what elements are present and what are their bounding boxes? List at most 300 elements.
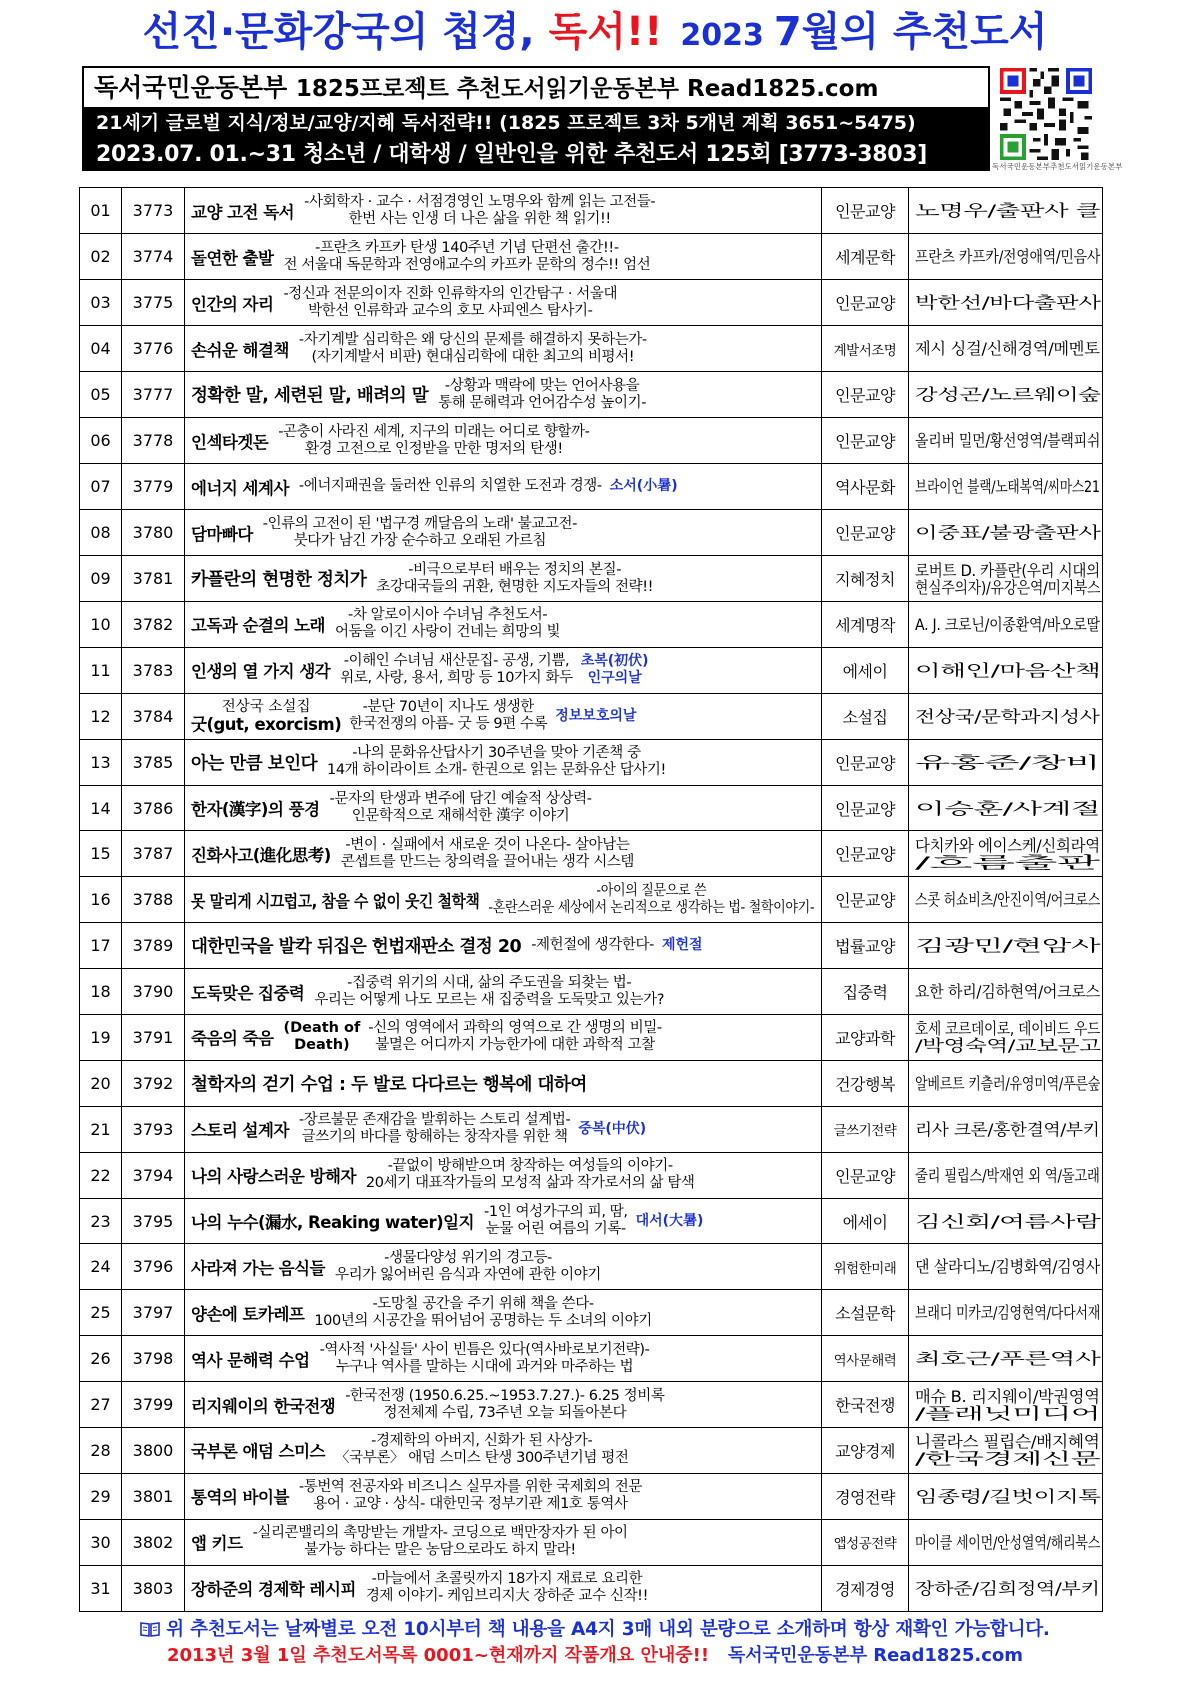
- book-number: 18: [80, 969, 122, 1015]
- book-category: 인문교양: [822, 785, 909, 831]
- book-number: 20: [80, 1060, 122, 1106]
- book-code: 3785: [122, 739, 185, 785]
- book-description-line: -사회학자 · 교수 · 서점경영인 노명우와 함께 읽는 고전들-: [304, 193, 656, 210]
- book-description-line: -장르불문 존재감을 발휘하는 스토리 설계법-: [298, 1112, 571, 1129]
- book-title: 고독과 순결의 노래: [191, 616, 326, 636]
- book-title: 역사 문해력 수업: [191, 1350, 310, 1370]
- book-description-line: 경제 이야기- 케임브리지大 장하준 교수 신작!!: [365, 1588, 649, 1605]
- book-title: 앱 키드: [191, 1534, 243, 1554]
- book-title: 통역의 바이블: [191, 1488, 289, 1508]
- book-info: [191, 424, 815, 458]
- book-title: 인간의 자리: [191, 294, 274, 314]
- book-info-cell: [185, 602, 822, 648]
- book-info: [191, 653, 815, 687]
- footer-notice: 위 추천도서는 날짜별로 오전 10시부터 책 내용을 A4지 3매 내외 분량으로 소개하며 항상 재확인 가능합니다.: [0, 1615, 1190, 1641]
- book-author-line: 이승훈/사계절: [915, 798, 1101, 818]
- book-description-line: 초강대국들의 귀환, 현명한 지도자들의 전략!!: [376, 578, 654, 595]
- book-row: [80, 1519, 1103, 1565]
- book-description: [283, 286, 617, 320]
- book-info-cell: [185, 234, 822, 280]
- book-info: [191, 837, 815, 871]
- book-title: 인섹타겟돈: [191, 432, 269, 452]
- book-description: [299, 478, 602, 495]
- book-row: [80, 739, 1103, 785]
- book-code: 3800: [122, 1428, 185, 1474]
- book-category: 에세이: [822, 647, 909, 693]
- book-author-cell: [909, 877, 1103, 923]
- book-author-cell: [909, 418, 1103, 464]
- book-info-cell: [185, 1015, 822, 1061]
- book-info: [191, 562, 815, 596]
- book-info-cell: [185, 969, 822, 1015]
- book-number: 31: [80, 1565, 122, 1611]
- book-description-line: -정신과 전문의이자 진화 인류학자의 인간탐구 · 서울대: [283, 285, 618, 302]
- qr-caption: 독서국민운동본부추천도서읽기운동본부: [992, 162, 1123, 171]
- org-name: 독서국민운동본부: [94, 73, 288, 102]
- book-info-cell: [185, 188, 822, 234]
- book-row: [80, 372, 1103, 418]
- book-description-line: -차 알로이시아 수녀님 추천도서-: [348, 607, 548, 624]
- book-row: [80, 1198, 1103, 1244]
- book-description-line: -나의 문화유산답사기 30주년을 맞아 기존책 중: [352, 745, 641, 762]
- book-description-line: -에너지패권을 둘러싼 인류의 치열한 도전과 경쟁-: [298, 478, 602, 494]
- book-description: [263, 516, 577, 550]
- book-author-line: 올리버 밀먼/황선영역/블랙피쉬: [915, 431, 1101, 450]
- book-description-line: -자기계발 심리학은 왜 당신의 문제를 해결하지 못하는가-: [298, 331, 647, 348]
- book-description: [299, 1112, 570, 1146]
- book-title: 철학자의 걷기 수업 : 두 발로 다다르는 행복에 대하여: [191, 1074, 587, 1095]
- book-category: 인문교양: [822, 510, 909, 556]
- page-title: 선진·문화강국의 첩경, 독서!! 2023 7월의 추천도서: [142, 9, 1048, 55]
- book-code: 3797: [122, 1290, 185, 1336]
- book-code: 3789: [122, 923, 185, 969]
- book-number: 28: [80, 1428, 122, 1474]
- book-title: 한자(漢字)의 풍경: [191, 800, 320, 819]
- book-description: [314, 975, 664, 1009]
- book-number: 05: [80, 372, 122, 418]
- season-tag-line: 중복(中伏): [578, 1120, 647, 1137]
- book-row: [80, 1106, 1103, 1152]
- book-author-cell: [909, 1060, 1103, 1106]
- book-author-cell: [909, 923, 1103, 969]
- book-code: 3794: [122, 1152, 185, 1198]
- book-info: [191, 1342, 815, 1376]
- season-tag: [636, 1213, 704, 1230]
- book-category: 역사문화: [822, 464, 909, 510]
- qr-code-icon[interactable]: [1000, 68, 1092, 160]
- book-description-line: -인류의 고전이 된 '법구경 깨달음의 노래' 불교고전-: [262, 515, 577, 532]
- book-number: 06: [80, 418, 122, 464]
- book-description: [488, 883, 814, 917]
- book-category: 한국전쟁: [822, 1382, 909, 1428]
- book-author-line: 줄리 필립스/박재연 외 역/돌고래: [915, 1165, 1100, 1185]
- book-title: 스토리 설계자: [191, 1121, 289, 1141]
- book-title: 대한민국을 발칵 뒤집은 헌법재판소 결정 20: [191, 937, 522, 958]
- book-author-cell: [909, 1473, 1103, 1519]
- book-code: 3776: [122, 326, 185, 372]
- book-author-line: 이해인/마음산책: [915, 660, 1101, 680]
- book-description-line: 인문학적으로 재해석한 漢字 이야기: [351, 808, 570, 824]
- book-info: [191, 975, 815, 1009]
- book-code: 3773: [122, 188, 185, 234]
- book-code: 3799: [122, 1382, 185, 1428]
- book-info-cell: [185, 418, 822, 464]
- book-description-line: -1인 여성가구의 피, 땀,: [484, 1204, 628, 1221]
- book-info: [191, 1433, 815, 1467]
- book-title: 나의 사랑스러운 방해자: [191, 1167, 356, 1187]
- book-number: 09: [80, 556, 122, 602]
- book-info-cell: [185, 647, 822, 693]
- book-author-cell: [909, 1428, 1103, 1474]
- book-description: [341, 837, 634, 871]
- book-number: 26: [80, 1336, 122, 1382]
- book-author-line: 마이클 세이먼/안성열역/해리북스: [915, 1532, 1101, 1552]
- book-info-cell: [185, 739, 822, 785]
- season-tag-line: 제헌절: [661, 937, 703, 954]
- book-number: 25: [80, 1290, 122, 1336]
- book-author-cell: [909, 372, 1103, 418]
- book-title: 도둑맞은 집중력: [191, 983, 305, 1003]
- book-description-line: 〈국부론〉 애덤 스미스 탄생 300주년기념 평전: [335, 1450, 629, 1467]
- book-title: 진화사고(進化思考): [191, 845, 331, 865]
- book-author-cell: [909, 1519, 1103, 1565]
- book-category: 경제경영: [822, 1565, 909, 1611]
- book-description-line: -이해인 수녀님 새산문집- 공생, 기쁨,: [343, 653, 570, 670]
- book-author-cell: [909, 234, 1103, 280]
- book-description-line: -문자의 탄생과 변주에 담긴 예술적 상상력-: [329, 791, 592, 807]
- book-description-line: 한번 사는 인생 더 나은 삶을 위한 책 읽기!!: [348, 210, 611, 227]
- book-description-line: -혼란스러운 세상에서 논리적으로 생각하는 법- 철학이야기-: [488, 899, 815, 916]
- book-info: [191, 1296, 815, 1330]
- book-row: [80, 647, 1103, 693]
- book-info: [191, 516, 815, 550]
- book-author-cell: [909, 1290, 1103, 1336]
- book-number: 03: [80, 280, 122, 326]
- book-description-line: 눈물 어린 여름의 기록-: [485, 1221, 626, 1238]
- book-description: [349, 699, 547, 733]
- book-description: [484, 1204, 628, 1238]
- book-number: 29: [80, 1473, 122, 1519]
- book-author-cell: [909, 602, 1103, 648]
- book-info: [191, 378, 815, 412]
- season-tag-line: 대서(大暑): [635, 1212, 704, 1229]
- book-description: [283, 240, 650, 274]
- book-info-cell: [185, 693, 822, 739]
- book-title: 담마빠다: [191, 524, 253, 544]
- book-info-cell: [185, 1382, 822, 1428]
- book-description-line: 붓다가 남긴 가장 순수하고 오래된 가르침: [293, 532, 547, 549]
- book-category: 계발서조명: [822, 326, 909, 372]
- book-title: 사라져 가는 음식들: [191, 1258, 326, 1278]
- book-title: 나의 누수(漏水, Reaking water)일지: [191, 1213, 475, 1233]
- project-name: 1825프로젝트 추천도서읽기운동본부 Read1825.com: [295, 76, 879, 102]
- book-category: 앱성공전략: [822, 1519, 909, 1565]
- book-description-line: 우리는 어떻게 나도 모르는 새 집중력을 도둑맞고 있는가?: [314, 991, 665, 1008]
- book-description-line: -신의 영역에서 과학의 영역으로 간 생명의 비밀-: [368, 1020, 662, 1037]
- book-title-stack: [191, 699, 341, 733]
- book-description: [345, 1388, 664, 1422]
- book-description: [278, 424, 589, 458]
- book-info: [191, 194, 815, 228]
- book-info-cell: [185, 831, 822, 877]
- book-category: 인문교양: [822, 418, 909, 464]
- book-number: 21: [80, 1106, 122, 1152]
- book-description-line: 한국전쟁의 아픔- 굿 등 9편 수록: [349, 716, 548, 733]
- book-author-line: 현실주의자)/유강은역/미지북스: [915, 577, 1101, 597]
- book-description-line: -통번역 전공자와 비즈니스 실무자를 위한 국제회의 전문: [298, 1479, 642, 1496]
- book-info: [191, 1479, 815, 1513]
- book-info-cell: [185, 1106, 822, 1152]
- book-description-line: 콘셉트를 만드는 창의력을 끌어내는 생각 시스템: [340, 853, 635, 870]
- book-description-line: 글쓰기의 바다를 항해하는 창작자를 위한 책: [301, 1129, 568, 1146]
- book-info: [191, 791, 815, 825]
- book-author-cell: [909, 739, 1103, 785]
- book-category: 교양과학: [822, 1015, 909, 1061]
- book-description-line: -마늘에서 초콜릿까지 18가지 재료로 요리한: [371, 1571, 643, 1588]
- book-author-line: A. J. 크로닌/이종환역/바오로딸: [915, 614, 1100, 634]
- book-description-line: -변이 · 실패에서 새로운 것이 나온다- 살아남는: [345, 836, 630, 853]
- book-code: 3784: [122, 693, 185, 739]
- book-description-line: -상황과 맥락에 맞는 언어사용을: [444, 377, 640, 394]
- book-author-line: 강성곤/노르웨이숲: [915, 385, 1101, 404]
- book-category: 세계문학: [822, 234, 909, 280]
- book-author-line: 최호근/푸른역사: [915, 1349, 1101, 1369]
- book-title: 교양 고전 독서: [191, 202, 295, 222]
- footer-archive: 2013년 3월 1일 추천도서목록 0001~현재까지 작품개요 안내중!! 독서국민운동본부 Read1825.com: [166, 1645, 1024, 1666]
- book-description-line: -프란츠 카프카 탄생 140주년 기념 단편선 출간!!-: [315, 239, 619, 256]
- book-info: [191, 1388, 815, 1422]
- book-author-line: 프란츠 카프카/전영애역/민음사: [915, 247, 1101, 266]
- book-description: [531, 937, 654, 954]
- book-row: [80, 1060, 1103, 1106]
- book-description-line: 환경 고전으로 인정받을 만한 명저의 탄생!: [304, 440, 563, 457]
- book-category: 인문교양: [822, 188, 909, 234]
- book-author-cell: [909, 647, 1103, 693]
- book-row: [80, 188, 1103, 234]
- book-title: 인생의 열 가지 생각: [191, 662, 331, 682]
- footer-site-link[interactable]: 독서국민운동본부 Read1825.com: [727, 1645, 1024, 1666]
- book-collection-label: 전상국 소설집: [221, 699, 311, 716]
- book-category: 세계명작: [822, 602, 909, 648]
- book-category: 법률교양: [822, 923, 909, 969]
- book-row: [80, 693, 1103, 739]
- book-row: [80, 1244, 1103, 1290]
- book-description: [330, 791, 592, 825]
- book-category: 에세이: [822, 1198, 909, 1244]
- book-description-line: 정전체제 수립, 73주년 오늘 되돌아본다: [383, 1404, 627, 1421]
- book-description-line: 불가능 하다는 말은 농담으로라도 하지 말라!: [304, 1542, 576, 1559]
- book-info-cell: [185, 923, 822, 969]
- book-author-line: 요한 하리/김하현역/어크로스: [915, 982, 1100, 1002]
- header-org-line: [82, 66, 990, 108]
- book-author-cell: [909, 1198, 1103, 1244]
- book-category: 집중력: [822, 969, 909, 1015]
- book-number: 23: [80, 1198, 122, 1244]
- header-period-line: 2023.07. 01.~31 청소년 / 대학생 / 일반인을 위한 추천도서 125회 [3773-3803]: [82, 139, 990, 171]
- season-tag: [581, 653, 649, 687]
- book-info: [191, 332, 815, 366]
- book-info: [191, 1071, 815, 1096]
- book-title: 국부론 애덤 스미스: [191, 1442, 326, 1462]
- book-info: [191, 933, 815, 958]
- book-author-line: 유홍준/창비: [915, 752, 1100, 772]
- book-number: 24: [80, 1244, 122, 1290]
- book-number: 04: [80, 326, 122, 372]
- book-description-line: 불멸은 어디까지 가능한가에 대한 과학적 고찰: [375, 1037, 655, 1054]
- book-info-cell: [185, 464, 822, 510]
- book-title: 손쉬운 해결책: [191, 340, 289, 360]
- book-title: 정확한 말, 세련된 말, 배려의 말: [191, 386, 429, 406]
- book-author-line: 다치카와 에이스케/신희라역: [915, 835, 1100, 855]
- book-code: 3781: [122, 556, 185, 602]
- season-tag: [578, 1121, 646, 1138]
- book-code: 3803: [122, 1565, 185, 1611]
- book-author-cell: [909, 969, 1103, 1015]
- book-description-line: -도망칠 공간을 주기 위해 책을 쓴다-: [372, 1295, 594, 1312]
- book-title: 굿(gut, exorcism): [191, 715, 342, 735]
- book-description: [366, 1571, 648, 1605]
- book-description-line: 박한선 인류학과 교수의 호모 사피엔스 탐사기-: [308, 302, 593, 319]
- book-description-line: 20세기 대표작가들의 모성적 삶과 작가로서의 삶 탐색: [365, 1175, 695, 1192]
- season-tag-line: 소서(小暑): [609, 478, 678, 494]
- book-number: 12: [80, 693, 122, 739]
- book-author-line: 장하준/김희정역/부키: [915, 1578, 1100, 1598]
- book-row: [80, 280, 1103, 326]
- book-description-line: -한국전쟁 (1950.6.25.~1953.7.27.)- 6.25 정비록: [345, 1387, 665, 1404]
- book-code: 3798: [122, 1336, 185, 1382]
- book-author-cell: [909, 280, 1103, 326]
- book-info: [191, 1250, 815, 1284]
- season-tag: [610, 478, 678, 495]
- book-number: 01: [80, 188, 122, 234]
- book-subtitle-line: (Death of: [283, 1020, 361, 1037]
- book-author-line: /한국경제신문: [915, 1449, 1101, 1469]
- book-category: 소설문학: [822, 1290, 909, 1336]
- book-code: 3802: [122, 1519, 185, 1565]
- book-title: 에너지 세계사: [191, 478, 289, 498]
- book-category: 경영전략: [822, 1473, 909, 1519]
- book-code: 3779: [122, 464, 185, 510]
- book-info-cell: [185, 372, 822, 418]
- book-author-cell: [909, 1152, 1103, 1198]
- book-description: [314, 1296, 651, 1330]
- book-row: [80, 418, 1103, 464]
- book-description: [304, 194, 655, 228]
- book-code: 3778: [122, 418, 185, 464]
- book-info-cell: [185, 1152, 822, 1198]
- book-description: [368, 1020, 661, 1054]
- book-info-cell: [185, 280, 822, 326]
- book-category: 지혜정치: [822, 556, 909, 602]
- book-row: [80, 234, 1103, 280]
- book-number: 11: [80, 647, 122, 693]
- book-row: [80, 831, 1103, 877]
- book-title: 장하준의 경제학 레시피: [191, 1580, 356, 1600]
- book-info-cell: [185, 1060, 822, 1106]
- book-number: 08: [80, 510, 122, 556]
- book-author-line: 제시 싱걸/신해경역/메멘토: [915, 339, 1100, 358]
- book-number: 17: [80, 923, 122, 969]
- book-author-line: 로버트 D. 카플란(우리 시대의: [915, 560, 1100, 580]
- book-description-line: -곤충이 사라진 세계, 지구의 미래는 어디로 향할까-: [278, 423, 590, 440]
- book-author-cell: [909, 510, 1103, 556]
- book-author-line: 브라이언 블랙/노태복역/씨마스21: [915, 477, 1100, 496]
- book-author-line: 임종령/길벗이지톡: [915, 1486, 1101, 1506]
- season-tag: [662, 937, 703, 954]
- book-title: 리지웨이의 한국전쟁: [191, 1396, 336, 1416]
- book-category: 소설집: [822, 693, 909, 739]
- book-code: 3793: [122, 1106, 185, 1152]
- book-info-cell: [185, 1519, 822, 1565]
- book-description-line: -아이의 질문으로 쓴: [596, 882, 707, 899]
- book-author-line: 브래디 미카코/김영현역/다다서재: [915, 1303, 1101, 1323]
- book-description: [299, 332, 647, 366]
- book-description-line: -비극으로부터 배우는 정치의 본질-: [408, 561, 622, 578]
- book-author-line: /플래닛미디어: [915, 1403, 1101, 1423]
- book-row: [80, 1015, 1103, 1061]
- book-author-line: 노명우/출판사 클: [915, 201, 1100, 220]
- book-description: [320, 1342, 650, 1376]
- book-number: 10: [80, 602, 122, 648]
- book-row: [80, 326, 1103, 372]
- book-description-line: 통해 문해력과 언어감수성 높이기-: [438, 394, 647, 411]
- book-code: 3801: [122, 1473, 185, 1519]
- book-author-cell: [909, 188, 1103, 234]
- book-author-line: 리사 크론/홍한결역/부키: [915, 1119, 1100, 1139]
- book-description-line: -경제학의 아버지, 신화가 된 사상가-: [371, 1433, 593, 1450]
- book-category: 건강행복: [822, 1060, 909, 1106]
- book-author-cell: [909, 1336, 1103, 1382]
- book-description-line: 위로, 사랑, 용서, 희망 등 10가지 화두: [340, 670, 573, 687]
- book-code: 3791: [122, 1015, 185, 1061]
- book-description: [376, 562, 653, 596]
- book-category: 인문교양: [822, 877, 909, 923]
- book-category: 인문교양: [822, 280, 909, 326]
- book-info-cell: [185, 556, 822, 602]
- book-author-cell: [909, 1565, 1103, 1611]
- book-info: [191, 745, 815, 779]
- book-info: [191, 240, 815, 274]
- book-description-line: (자기계발서 비판) 현대심리학에 대한 최고의 비평서!: [311, 348, 635, 365]
- open-book-icon: [140, 1621, 160, 1637]
- book-description-line: 14개 하이라이트 소개- 한권으로 읽는 문화유산 답사기!: [327, 762, 666, 779]
- book-category: 인문교양: [822, 831, 909, 877]
- book-code: 3783: [122, 647, 185, 693]
- book-row: [80, 602, 1103, 648]
- header-strategy-line: 21세기 글로벌 지식/정보/교양/지혜 독서전략!! (1825 프로젝트 3차 5개년 계획 3651~5475): [82, 107, 990, 139]
- book-author-cell: [909, 693, 1103, 739]
- book-info-cell: [185, 1198, 822, 1244]
- book-number: 13: [80, 739, 122, 785]
- season-tag: [555, 708, 636, 725]
- book-number: 15: [80, 831, 122, 877]
- season-tag-line: 정보보호의날: [555, 707, 637, 724]
- book-author-line: 매슈 B. 리지웨이/박권영역: [915, 1386, 1100, 1406]
- book-description: [327, 745, 666, 779]
- book-code: 3787: [122, 831, 185, 877]
- book-description: [335, 1433, 628, 1467]
- book-description-line: 누구나 역사를 말하는 시대에 과거와 마주하는 법: [335, 1358, 634, 1375]
- book-row: [80, 1290, 1103, 1336]
- book-author-line: /박영숙역/교보문고: [915, 1036, 1101, 1056]
- book-category: 인문교양: [822, 739, 909, 785]
- book-subtitle-line: Death): [294, 1037, 350, 1054]
- book-info: [191, 475, 815, 499]
- book-category: 글쓰기전략: [822, 1106, 909, 1152]
- book-code: 3795: [122, 1198, 185, 1244]
- book-info: [191, 1020, 815, 1054]
- book-description: [253, 1525, 628, 1559]
